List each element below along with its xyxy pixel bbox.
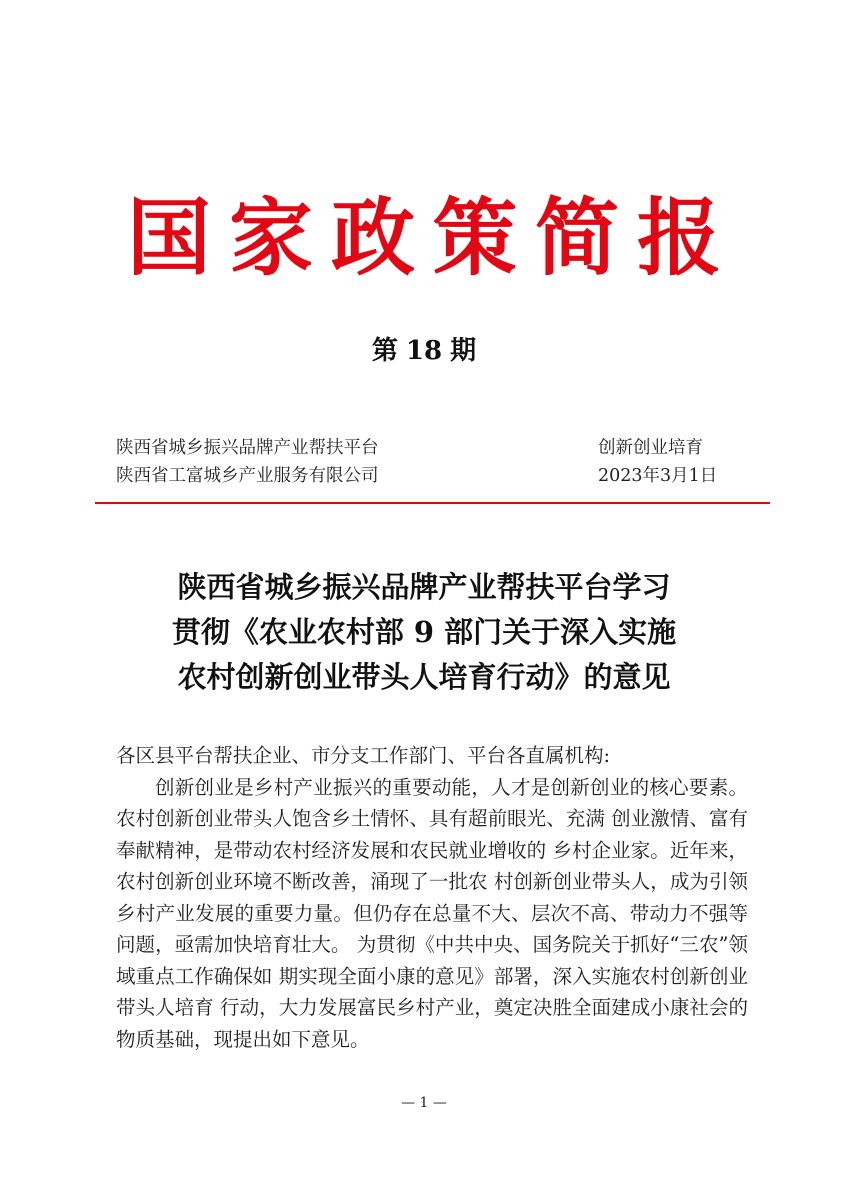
issue-prefix: 第 — [371, 336, 398, 366]
header-divider — [95, 502, 770, 504]
title-line-1: 陕西省城乡振兴品牌产业帮扶平台学习 — [177, 570, 671, 604]
category-date-block — [598, 434, 717, 490]
issue-suffix: 期 — [450, 336, 477, 366]
title-line-3: 农村创新创业带头人培育行动》的意见 — [177, 660, 671, 694]
masthead-title: 国家政策简报 — [126, 188, 739, 287]
issuer-line-2: 陕西省工富城乡产业服务有限公司 — [116, 466, 379, 486]
issue-number-value: 18 — [405, 336, 443, 366]
category-label: 创新创业培育 — [598, 438, 703, 458]
document-title — [0, 565, 848, 700]
issuer-line-1: 陕西省城乡振兴品牌产业帮扶平台 — [116, 438, 379, 458]
issue-date: 2023年3月1日 — [598, 466, 718, 486]
page-number: — 1 — — [401, 1095, 447, 1111]
issue-number — [0, 333, 848, 369]
title-line-2: 贯彻《农业农村部 9 部门关于深入实施 — [171, 615, 677, 649]
issuer-block — [116, 434, 379, 490]
salutation: 各区县平台帮扶企业、市分支工作部门、平台各直属机构: — [116, 744, 611, 767]
body-paragraph: 创新创业是乡村产业振兴的重要动能，人才是创新创业的核心要素。农村创新创业带头人饱含乡土情怀、具有超前眼光、充满 创业激情、富有奉献精神，是带动农村经济发展和农民就业增收的 乡村企业家。近年来，农村创新创业环境不断改善，涌现了一批农 村创新创业带头人，成为引领乡村产业发展的重要力量。但仍存在总量不大、层次不高、带动力不强等问题，亟需加快培育壮大。 为贯彻《中共中央、国务院关于抓好“三农”领域重点工作确保如 期实现全面小康的意见》部署，深入实施农村创新创业带头人培育 行动，大力发展富民乡村产业，奠定决胜全面建成小康社会的物质基础，现提出如下意见。 — [116, 775, 748, 1051]
document-body — [116, 740, 748, 1055]
